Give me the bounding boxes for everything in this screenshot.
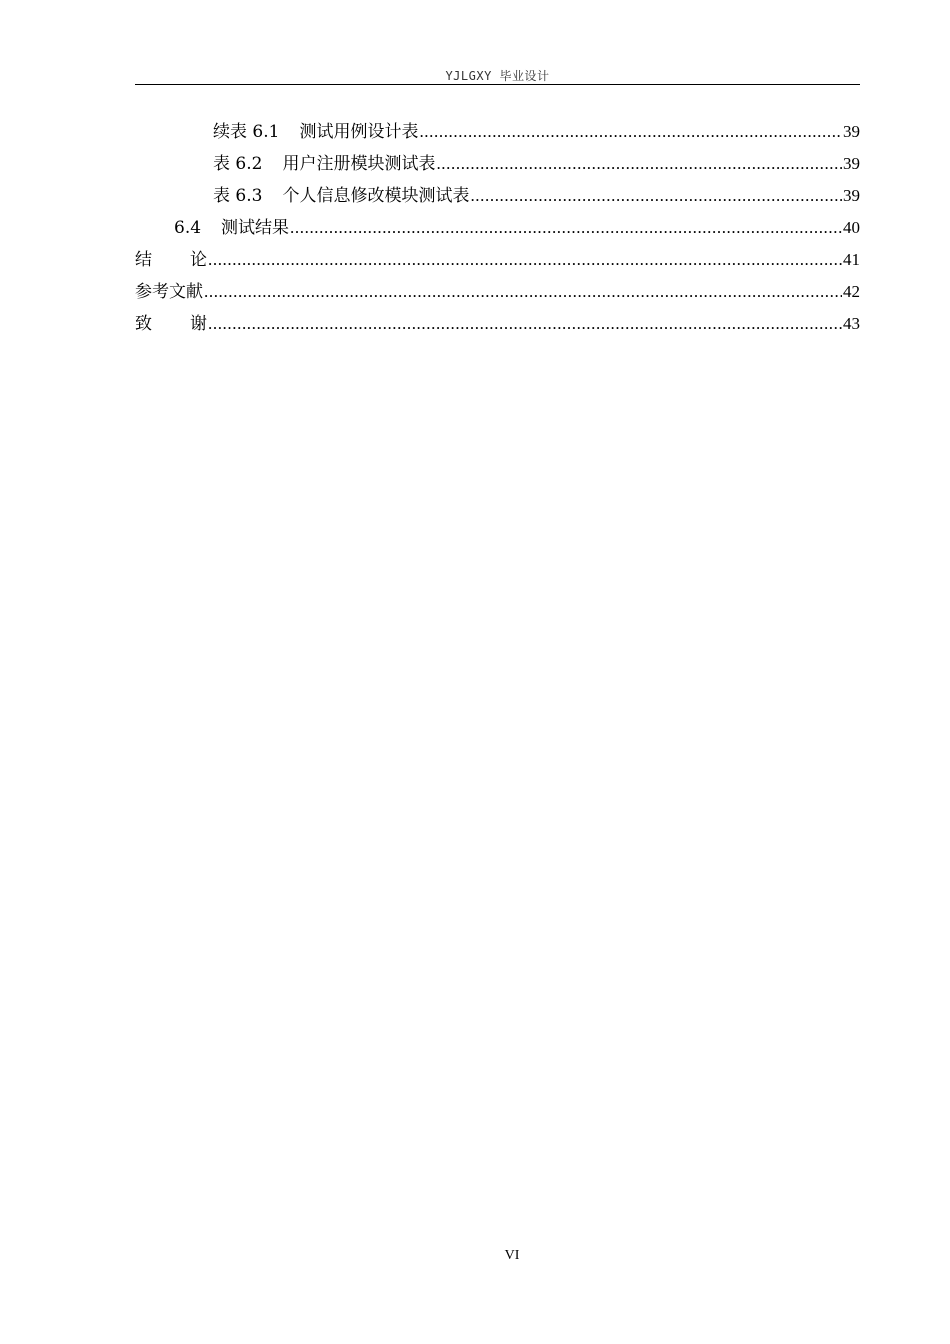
toc-entry-number: 续表 6.1 (213, 122, 280, 142)
toc-entry-title: 测试用例设计表 (299, 122, 419, 142)
toc-entry-label (213, 148, 435, 180)
toc-entry-table-6-3[interactable] (135, 180, 860, 212)
toc-entry-references[interactable] (135, 276, 860, 308)
toc-dot-leader (208, 244, 842, 276)
table-of-contents (135, 116, 860, 340)
toc-entry-title: 用户注册模块测试表 (282, 154, 436, 174)
toc-entry-page: 43 (843, 314, 860, 333)
toc-entry-page: 42 (843, 282, 860, 301)
page-number: VI (504, 1248, 520, 1263)
toc-entry-page: 39 (843, 154, 860, 173)
toc-entry-title: 致谢 (135, 314, 245, 334)
toc-entry-acknowledgements[interactable] (135, 308, 860, 340)
toc-dot-leader (436, 148, 842, 180)
toc-entry-label (174, 212, 289, 244)
toc-entry-title: 个人信息修改模块测试表 (282, 186, 470, 206)
toc-entry-page: 40 (843, 218, 860, 237)
toc-dot-leader (470, 180, 842, 212)
toc-dot-leader (419, 116, 842, 148)
toc-entry-title: 参考文献 (135, 282, 203, 302)
toc-dot-leader (290, 212, 842, 244)
toc-entry-label (213, 180, 469, 212)
header-rule (135, 84, 860, 85)
toc-entry-title: 测试结果 (221, 218, 290, 238)
toc-entry-label (213, 116, 418, 148)
running-header: YJLGXY 毕业设计 (445, 69, 550, 83)
toc-entry-page: 39 (843, 122, 860, 141)
toc-entry-number: 表 6.2 (213, 154, 263, 174)
toc-entry-table-6-2[interactable] (135, 148, 860, 180)
toc-entry-page: 39 (843, 186, 860, 205)
toc-dot-leader (204, 276, 842, 308)
toc-entry-section-6-4[interactable] (135, 212, 860, 244)
toc-entry-title: 结论 (135, 250, 245, 270)
toc-entry-table-6-1-cont[interactable] (135, 116, 860, 148)
toc-entry-number: 6.4 (174, 218, 202, 238)
toc-entry-label (135, 276, 203, 308)
toc-entry-number: 表 6.3 (213, 186, 263, 206)
toc-entry-conclusion[interactable] (135, 244, 860, 276)
toc-dot-leader (208, 308, 842, 340)
toc-entry-page: 41 (843, 250, 860, 269)
